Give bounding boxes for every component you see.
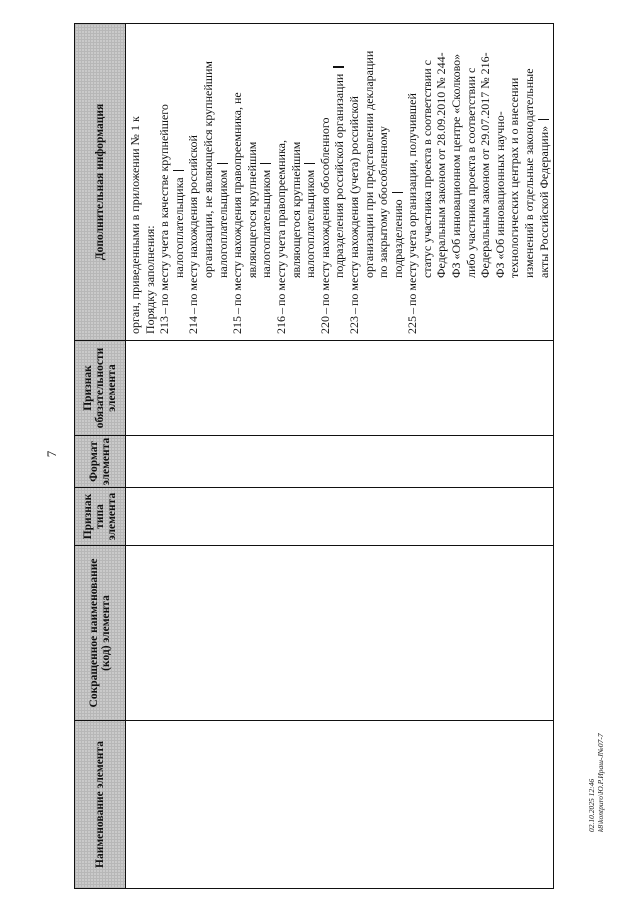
header-short-name-code: Сокращенное наименование (код) элемента — [75, 546, 126, 721]
code-line: изменений в отдельные законодательные — [522, 68, 537, 278]
code-line: по месту нахождения правопреемника, не — [230, 92, 245, 306]
code-item-213: 213 – по месту учета в качестве крупнейшего налогоплательщика — [157, 28, 186, 334]
code-line: налогоплательщика — [171, 177, 186, 278]
code-line: по месту учета в качестве крупнейшего — [157, 104, 172, 306]
code-line: организации, не являющейся крупнейшим — [200, 60, 215, 278]
code-line: подразделения российской организации — [332, 73, 347, 278]
info-intro-line: орган, приведенными в приложении № 1 к — [128, 116, 142, 334]
code-line: по месту нахождения российской — [186, 135, 201, 306]
code-line: технологических центрах и о внесении — [507, 77, 522, 278]
header-row — [75, 24, 126, 889]
code-line: акты Российской Федерации» — [536, 125, 551, 278]
code-item-220: 220 – по месту нахождения обособленного подразделения российской организации — [318, 28, 347, 334]
code-item-225: 225 – по месту учета организации, получившей статус участника проекта в соответствии с Федеральным законом от 28.09.2010 № 244- ФЗ «Об инновационном центре «Сколково» либо участника проекта в соответствии с Федеральным законом от 29.07.2017 № 216- ФЗ «Об инновационных научно- технологических центрах и о внесении изменений в отдельные законодательные акты Российской Федерации» — [405, 28, 551, 334]
code-line: ФЗ «Об инновационных научно- — [492, 111, 507, 278]
cell-element-format — [126, 436, 554, 488]
code-line: либо участника проекта в соответствии с — [463, 67, 478, 278]
code-item-215: 215 – по месту нахождения правопреемника, не являющегося крупнейшим налогоплательщиком — [230, 28, 274, 334]
code-item-216: 216 – по месту учета правопреемника, являющегося крупнейшим налогоплательщиком — [274, 28, 318, 334]
code-line: налогоплательщиком — [259, 169, 274, 278]
cell-element-name — [126, 721, 554, 889]
code-line: ФЗ «Об инновационном центре «Сколково» — [449, 53, 464, 278]
element-description-table — [74, 23, 554, 889]
header-element-format: Формат элемента — [75, 436, 126, 488]
code-line: налогоплательщиком — [215, 169, 230, 278]
footer-path: k8\kontpuro\Ю.Р.Ираш-Ј№07-7 — [596, 733, 605, 832]
code-value: 215 — [230, 316, 245, 334]
table-row — [126, 24, 554, 889]
header-additional-info: Дополнительная информация — [75, 24, 126, 341]
rotated-table-sheet — [74, 24, 554, 889]
code-value: 223 — [346, 316, 361, 334]
code-line: подразделению — [390, 199, 405, 278]
header-element-type: Признак типа элемента — [75, 488, 126, 546]
page-number: 7 — [44, 450, 59, 458]
header-obligatory-flag: Признак обязательности элемента — [75, 341, 126, 436]
info-intro-line: Порядку заполнения: — [142, 225, 157, 334]
code-line: организации при представлении декларации — [361, 50, 376, 278]
header-element-name: Наименование элемента — [75, 721, 126, 889]
footer-date: 02.10.2025 12:46 — [587, 778, 596, 832]
code-line: являющегося крупнейшим — [288, 141, 303, 278]
cell-additional-info — [126, 24, 554, 341]
code-line: по месту нахождения обособленного — [317, 117, 332, 306]
code-line: статус участника проекта в соответствии с — [419, 60, 434, 278]
code-line: по месту нахождения (учета) российской — [346, 96, 361, 306]
code-line: Федеральным законом от 28.09.2010 № 244- — [434, 52, 449, 278]
code-line: по месту учета правопреемника, — [273, 140, 288, 306]
cell-short-name-code — [126, 546, 554, 721]
code-line: являющегося крупнейшим — [244, 141, 259, 278]
code-line: Федеральным законом от 29.07.2017 № 216- — [478, 52, 493, 278]
code-item-214: 214 – по месту нахождения российской организации, не являющейся крупнейшим налогоплательщиком — [186, 28, 230, 334]
code-line: по месту учета организации, получившей — [405, 93, 420, 306]
cell-obligatory-flag — [126, 341, 554, 436]
code-value: 213 — [157, 316, 172, 334]
footer-stamp — [587, 733, 605, 832]
code-line: налогоплательщиком — [303, 169, 318, 278]
code-value: 214 — [186, 316, 201, 334]
code-value: 220 — [317, 316, 332, 334]
code-line: по закрытому обособленному — [376, 126, 391, 278]
code-value: 216 — [273, 316, 288, 334]
code-value: 225 — [405, 316, 420, 334]
code-item-223: 223 – по месту нахождения (учета) российской организации при представлении декларации по закрытому обособленному подразделению — [347, 28, 405, 334]
cell-element-type — [126, 488, 554, 546]
